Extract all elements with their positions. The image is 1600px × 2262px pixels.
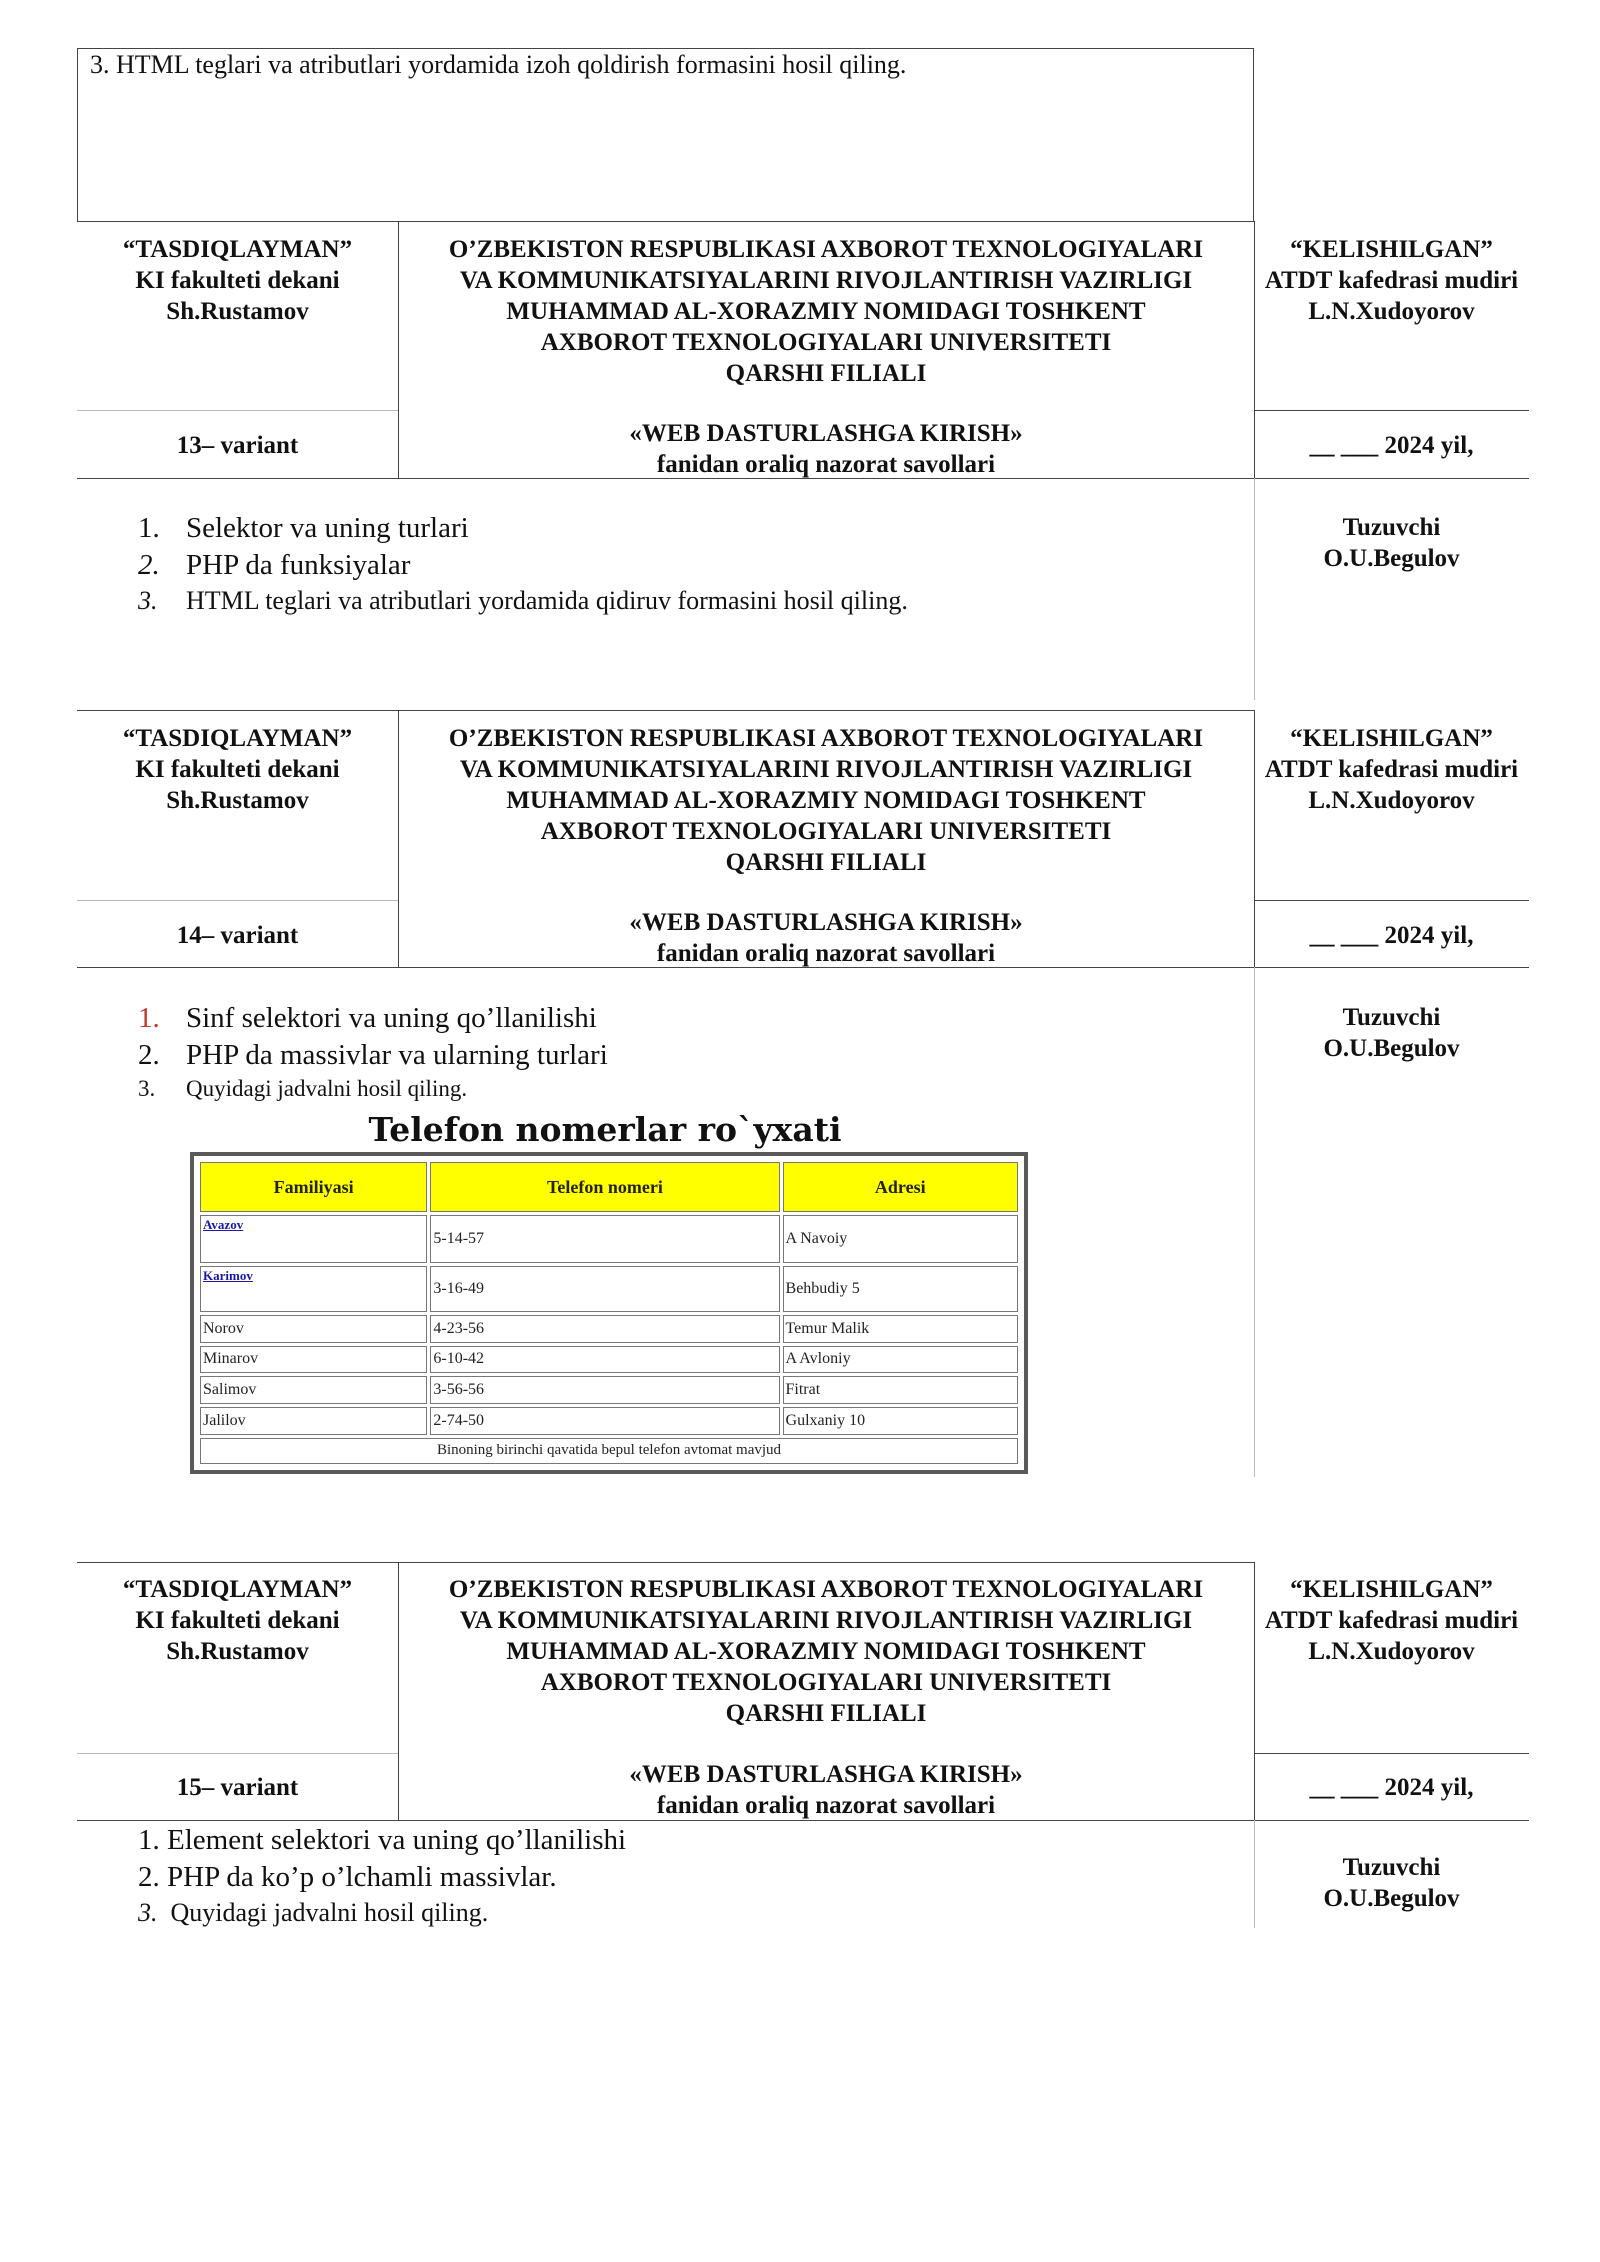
- agreed-block: “KELISHILGAN” ATDT kafedrasi mudiri L.N.Xudoyorov: [1264, 725, 1519, 814]
- author-block: Tuzuvchi O.U.Begulov: [1323, 1004, 1460, 1062]
- question-list: [138, 510, 1238, 618]
- question-item: 3. Quyidagi jadvalni hosil qiling.: [138, 1076, 468, 1101]
- phone-table-image: [190, 1152, 1028, 1474]
- approve-block: “TASDIQLAYMAN” KI fakulteti dekani Sh.Rustamov: [122, 236, 353, 325]
- table-footer-row: Binoning birinchi qavatida bepul telefon avtomat mavjud: [200, 1438, 1018, 1464]
- date-field: __ ___ 2024 yil,: [1309, 432, 1474, 459]
- question-item: 3. Quyidagi jadvalni hosil qiling.: [138, 1898, 489, 1927]
- institution-block: O’ZBEKISTON RESPUBLIKASI AXBOROT TEXNOLOGIYALARI VA KOMMUNIKATSIYALARINI RIVOJLANTIRISH VAZIRLIGI MUHAMMAD AL-XORAZMIY NOMIDAGI TOSHKENT AXBOROT TEXNOLOGIYALARI UNIVERSITETI QARSHI FILIALI: [448, 725, 1204, 876]
- top-question: 3. HTML teglari va atributlari yordamida izoh qoldirish formasini hosil qiling.: [90, 50, 907, 79]
- subject-title: «WEB DASTURLASHGA KIRISH» fanidan oraliq nazorat savollari: [629, 420, 1023, 478]
- question-item: 2. PHP da massivlar va ularning turlari: [138, 1039, 608, 1071]
- approve-block: “TASDIQLAYMAN” KI fakulteti dekani Sh.Rustamov: [122, 725, 353, 814]
- agreed-block: “KELISHILGAN” ATDT kafedrasi mudiri L.N.Xudoyorov: [1264, 1576, 1519, 1665]
- agreed-block: “KELISHILGAN” ATDT kafedrasi mudiri L.N.Xudoyorov: [1264, 236, 1519, 325]
- question-list: [138, 1000, 1238, 1104]
- phone-table-title: Telefon nomerlar ro`yxati: [368, 1110, 842, 1149]
- phone-table: [197, 1159, 1021, 1467]
- table-row: Avazov 5-14-57 A Navoiy: [200, 1215, 1018, 1263]
- question-list: [138, 1822, 1238, 1930]
- table-row: Karimov 3-16-49 Behbudiy 5: [200, 1266, 1018, 1312]
- variant-label: 13– variant: [176, 432, 299, 459]
- table-row: Jalilov 2-74-50 Gulxaniy 10: [200, 1407, 1018, 1435]
- column-header: Telefon nomeri: [430, 1162, 779, 1212]
- column-header: Adresi: [783, 1162, 1018, 1212]
- approve-block: “TASDIQLAYMAN” KI fakulteti dekani Sh.Rustamov: [122, 1576, 353, 1665]
- author-block: Tuzuvchi O.U.Begulov: [1323, 1854, 1460, 1912]
- question-item: 2. PHP da ko’p o’lchamli massivlar.: [138, 1861, 557, 1893]
- column-header: Familiyasi: [200, 1162, 427, 1212]
- question-item: 1. Element selektori va uning qo’llanilishi: [138, 1824, 627, 1856]
- table-row: Salimov 3-56-56 Fitrat: [200, 1376, 1018, 1404]
- subject-title: «WEB DASTURLASHGA KIRISH» fanidan oraliq nazorat savollari: [629, 1761, 1023, 1819]
- question-item: 3. HTML teglari va atributlari yordamida qidiruv formasini hosil qiling.: [138, 586, 908, 615]
- subject-title: «WEB DASTURLASHGA KIRISH» fanidan oraliq nazorat savollari: [629, 909, 1023, 967]
- table-row: Minarov 6-10-42 A Avloniy: [200, 1346, 1018, 1374]
- institution-block: O’ZBEKISTON RESPUBLIKASI AXBOROT TEXNOLOGIYALARI VA KOMMUNIKATSIYALARINI RIVOJLANTIRISH VAZIRLIGI MUHAMMAD AL-XORAZMIY NOMIDAGI TOSHKENT AXBOROT TEXNOLOGIYALARI UNIVERSITETI QARSHI FILIALI: [448, 1576, 1204, 1727]
- institution-block: O’ZBEKISTON RESPUBLIKASI AXBOROT TEXNOLOGIYALARI VA KOMMUNIKATSIYALARINI RIVOJLANTIRISH VAZIRLIGI MUHAMMAD AL-XORAZMIY NOMIDAGI TOSHKENT AXBOROT TEXNOLOGIYALARI UNIVERSITETI QARSHI FILIALI: [448, 236, 1204, 387]
- variant-label: 14– variant: [176, 922, 299, 949]
- table-row: Norov 4-23-56 Temur Malik: [200, 1315, 1018, 1343]
- author-block: Tuzuvchi O.U.Begulov: [1323, 514, 1460, 572]
- question-item: 1. Selektor va uning turlari: [138, 512, 469, 544]
- question-item: 2. PHP da funksiyalar: [138, 549, 411, 581]
- date-field: __ ___ 2024 yil,: [1309, 1774, 1474, 1801]
- question-item: 1. Sinf selektori va uning qo’llanilishi: [138, 1002, 597, 1034]
- date-field: __ ___ 2024 yil,: [1309, 922, 1474, 949]
- variant-label: 15– variant: [176, 1774, 299, 1801]
